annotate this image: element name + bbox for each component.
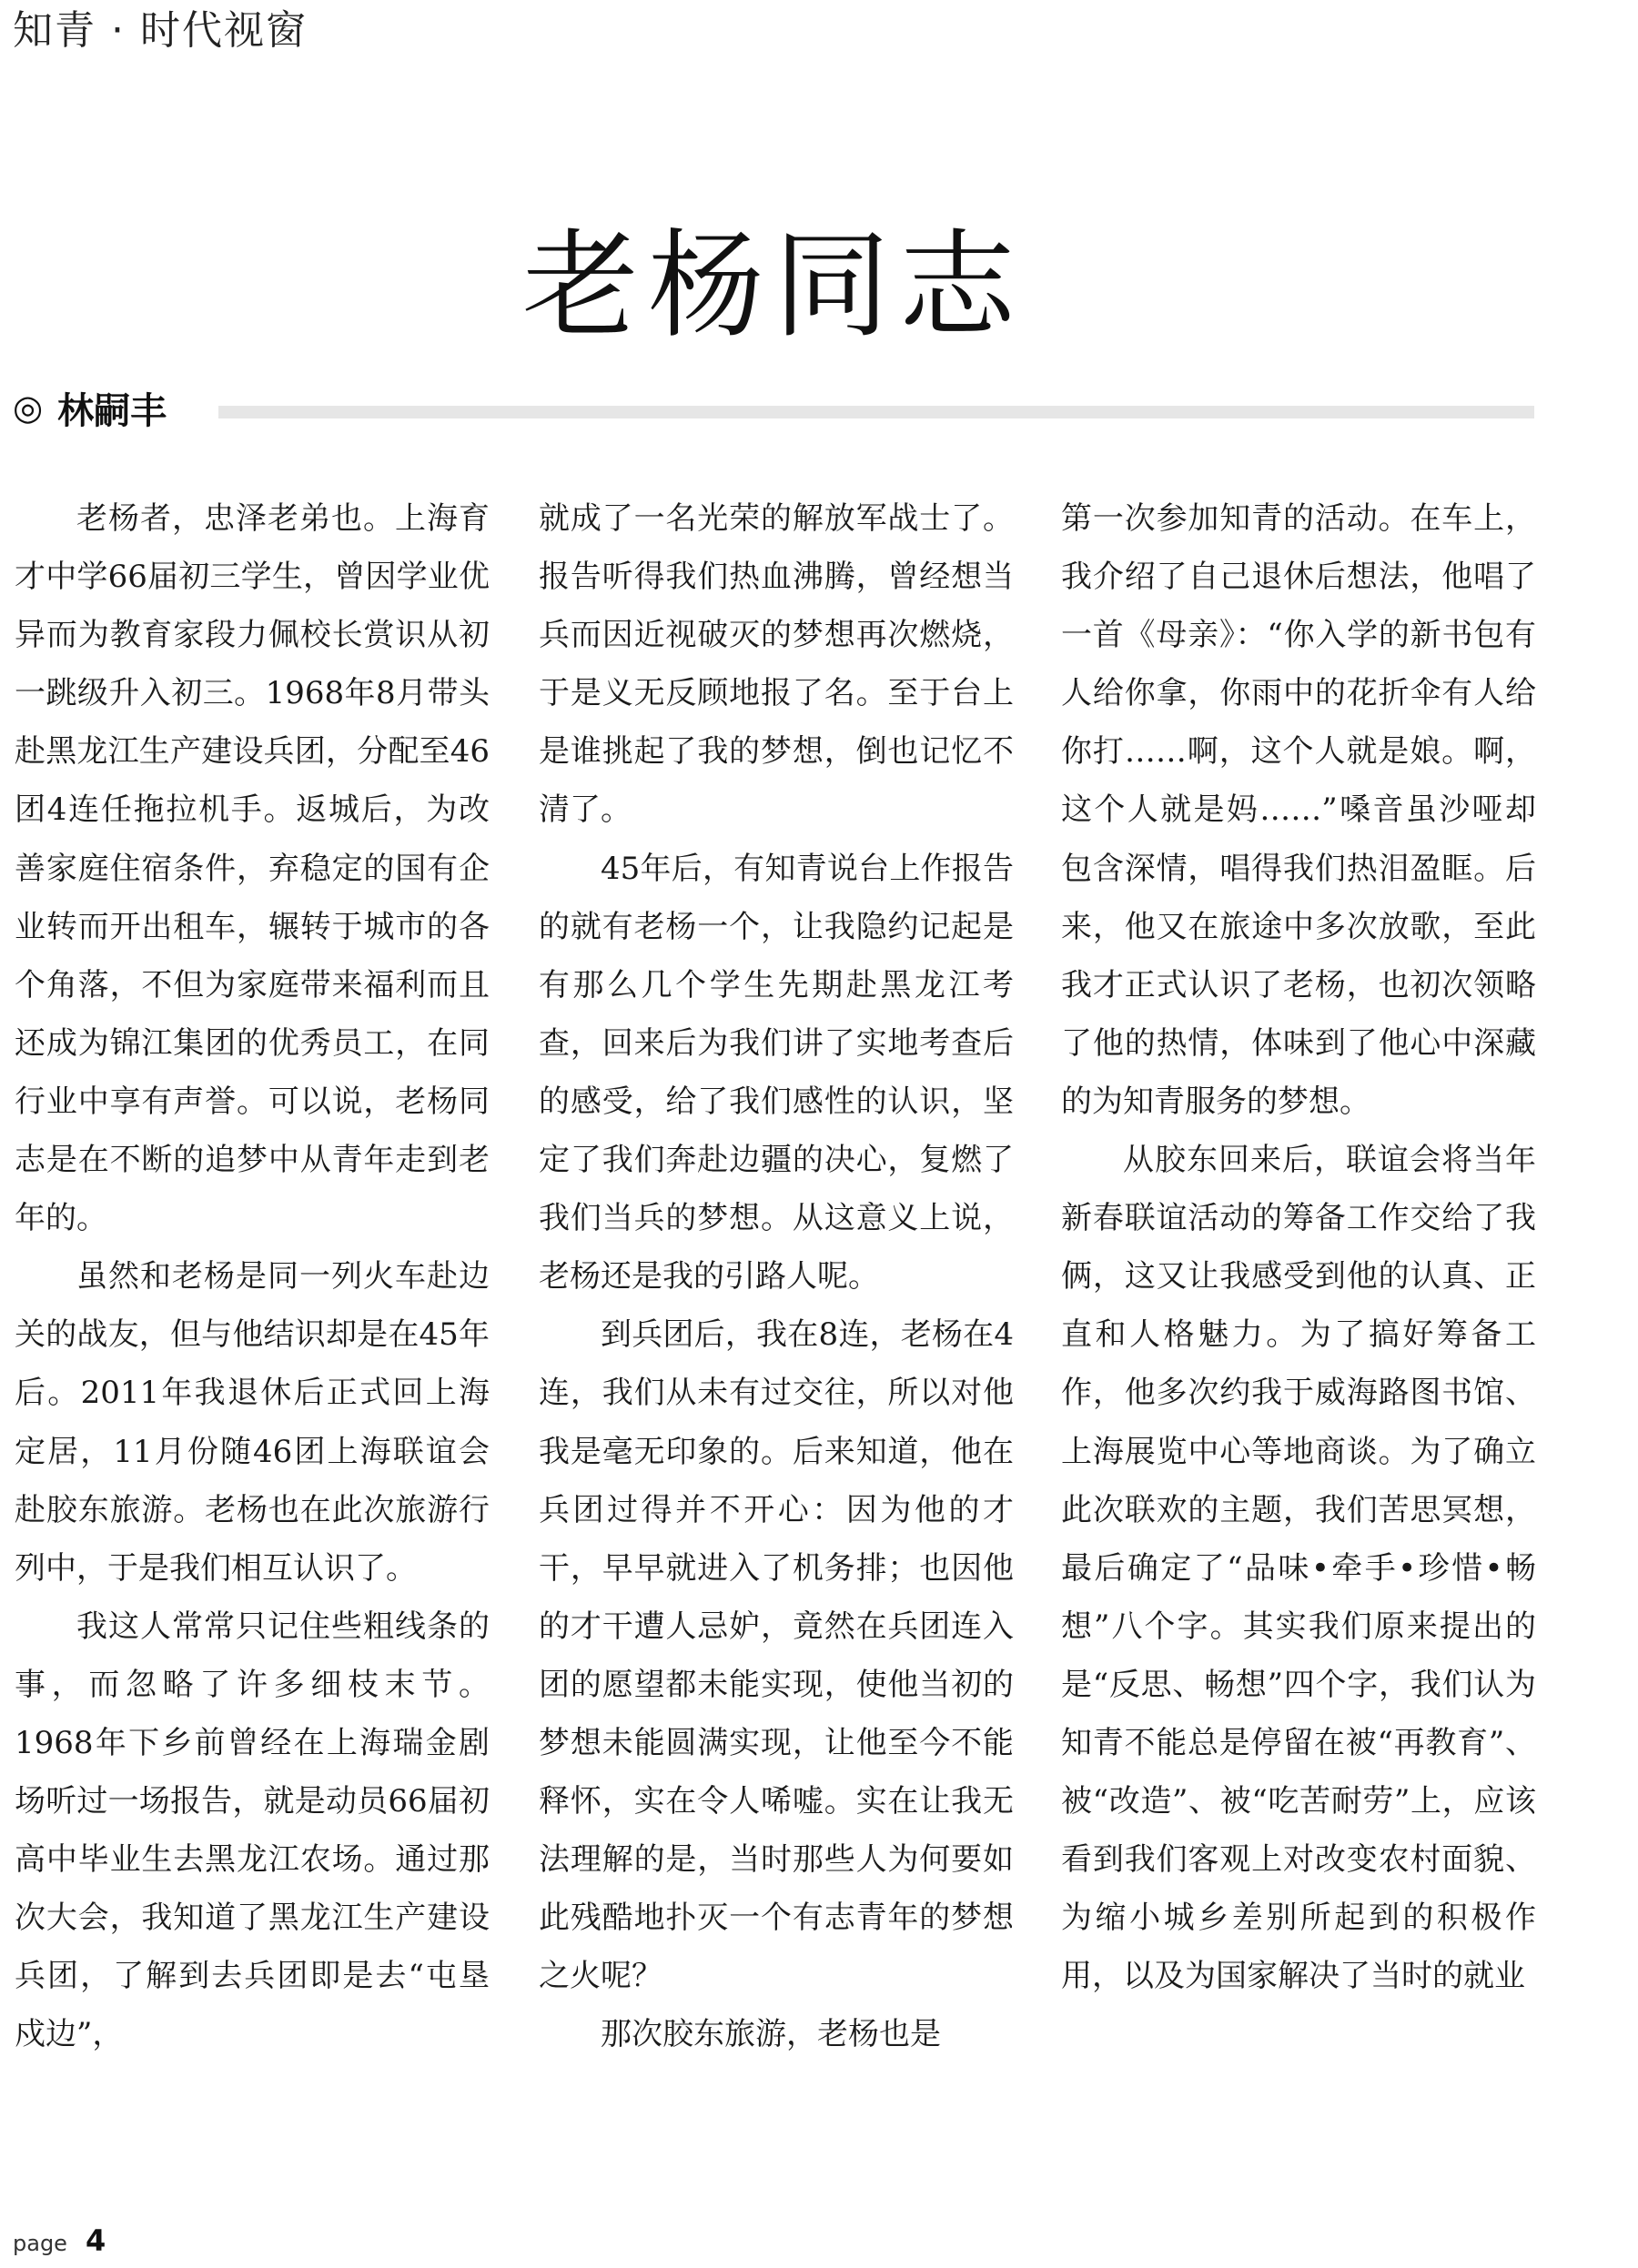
byline-mark: ◎ [13,388,44,428]
page-number: 4 [85,2223,106,2258]
paragraph: 45年后，有知青说台上作报告的就有老杨一个，让我隐约记起是有那么几个学生先期赴黑龙江考查，回来后为我们讲了实地考查后的感受，给了我们感性的认识，坚定了我们奔赴边疆的决心，复燃了我们当兵的梦想。从这意义上说，老杨还是我的引路人呢。 [539,850,1014,1295]
byline-rule [218,406,1534,418]
page-label: page [13,2231,67,2256]
text-column-2 [539,489,1014,2064]
paragraph: 第一次参加知青的活动。在车上，我介绍了自己退休后想法，他唱了一首《母亲》：“你入学的新书包有人给你拿，你雨中的花折伞有人给你打……啊，这个人就是娘。啊，这个人就是妈……”嗓音虽沙哑却包含深情，唱得我们热泪盈眶。后来，他又在旅途中多次放歌，至此我才正式认识了老杨，也初次领略了他的热情，体味到了他心中深藏的为知青服务的梦想。 [1061,500,1536,1120]
page-footer [13,2223,106,2260]
article-title: 老杨同志 [521,218,1025,354]
section-header: 知青 · 时代视窗 [13,7,308,54]
paragraph: 虽然和老杨是同一列火车赴边关的战友，但与他结识却是在45年后。2011年我退休后正式回上海定居，11月份随46团上海联谊会赴胶东旅游。老杨也在此次旅游行列中，于是我们相互认识了。 [15,1258,490,1587]
text-column-1 [15,489,490,2064]
paragraph: 到兵团后，我在8连，老杨在4连，我们从未有过交往，所以对他我是毫无印象的。后来知道，他在兵团过得并不开心：因为他的才干，早早就进入了机务排；也因他的才干遭人忌妒，竟然在兵团连入团的愿望都未能实现，使他当初的梦想未能圆满实现，让他至今不能释怀，实在令人唏嘘。实在让我无法理解的是，当时那些人为何要如此残酷地扑灭一个有志青年的梦想之火呢？ [539,1316,1014,1995]
text-column-3 [1061,489,1536,2005]
paragraph: 从胶东回来后，联谊会将当年新春联谊活动的筹备工作交给了我俩，这又让我感受到他的认真、正直和人格魅力。为了搞好筹备工作，他多次约我于威海路图书馆、上海展览中心等地商谈。为了确立此次联欢的主题，我们苦思冥想，最后确定了“品味•牵手•珍惜•畅想”八个字。其实我们原来提出的是“反思、畅想”四个字，我们认为知青不能总是停留在被“再教育”、被“改造”、被“吃苦耐劳”上，应该看到我们客观上对改变农村面貌、为缩小城乡差别所起到的积极作用，以及为国家解决了当时的就业 [1061,1142,1536,1995]
author-name: 林嗣丰 [57,389,167,432]
paragraph: 老杨者，忠泽老弟也。上海育才中学66届初三学生，曾因学业优异而为教育家段力佩校长赏识从初一跳级升入初三。1968年8月带头赴黑龙江生产建设兵团，分配至46团4连任拖拉机手。返城后，为改善家庭住宿条件，弃稳定的国有企业转而开出租车，辗转于城市的各个角落，不但为家庭带来福利而且还成为锦江集团的优秀员工，在同行业中享有声誉。可以说，老杨同志是在不断的追梦中从青年走到老年的。 [15,500,490,1237]
paragraph: 就成了一名光荣的解放军战士了。报告听得我们热血沸腾，曾经想当兵而因近视破灭的梦想再次燃烧，于是义无反顾地报了名。至于台上是谁挑起了我的梦想，倒也记忆不清了。 [539,500,1014,829]
author-byline [13,380,167,435]
paragraph: 那次胶东旅游，老杨也是 [601,2016,941,2053]
paragraph: 我这人常常只记住些粗线条的事，而忽略了许多细枝末节。1968年下乡前曾经在上海瑞金剧场听过一场报告，就是动员66届初高中毕业生去黑龙江农场。通过那次大会，我知道了黑龙江生产建设兵团，了解到去兵团即是去“屯垦戍边”， [15,1608,490,2053]
